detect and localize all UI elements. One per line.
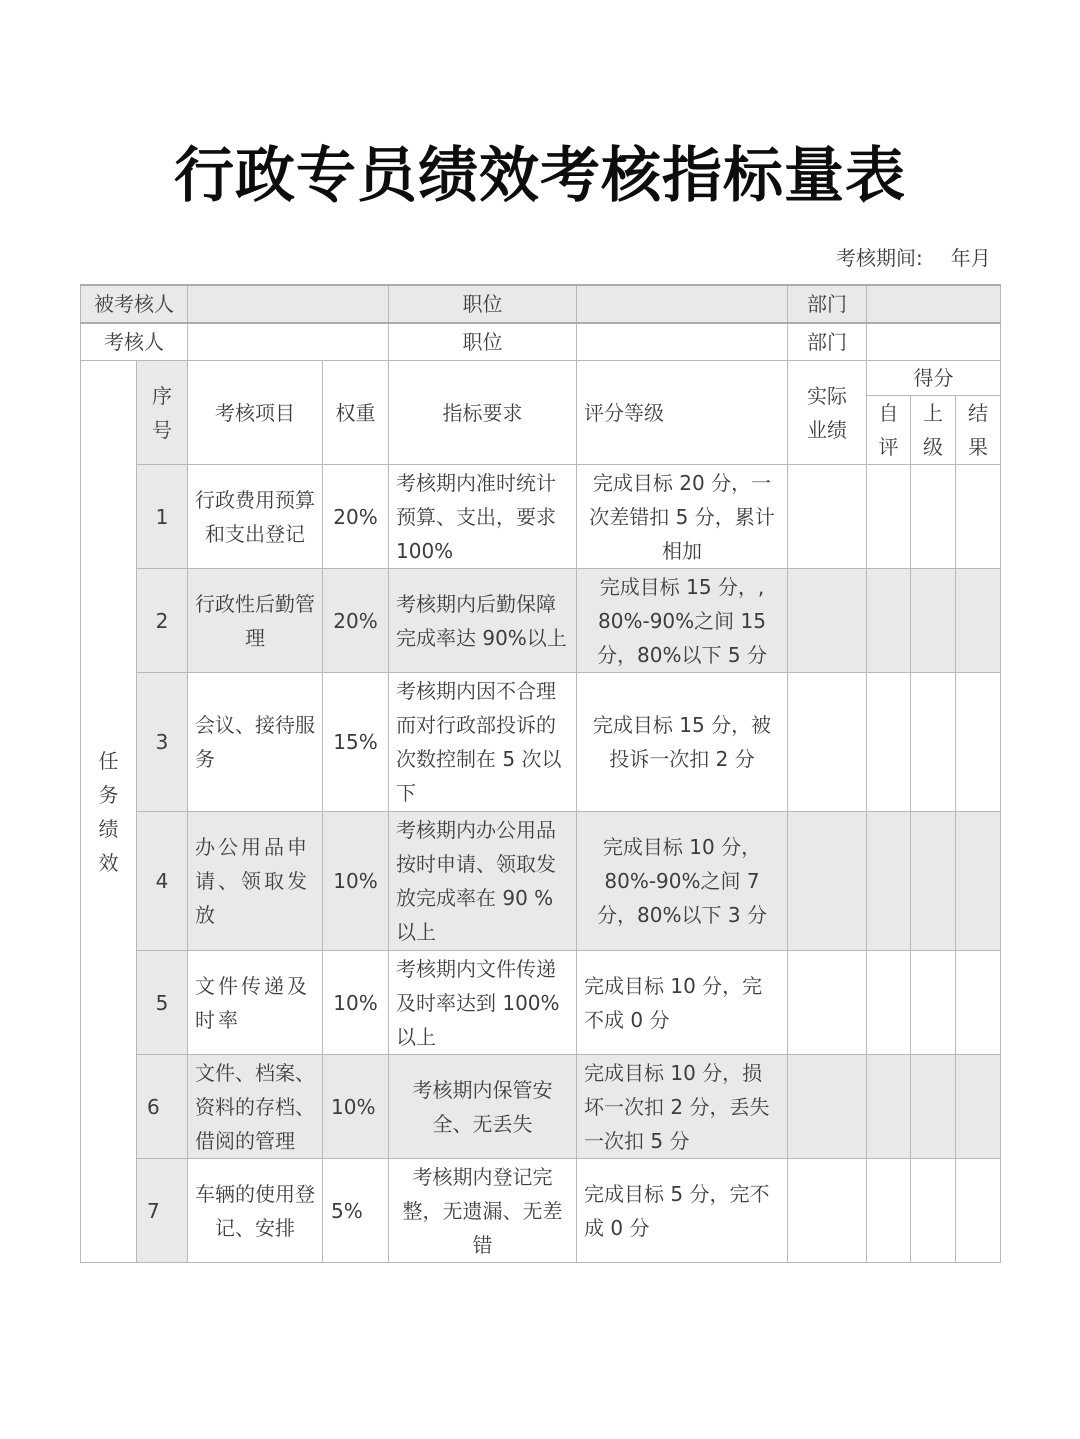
row-requirement: 考核期内后勤保障完成率达 90%以上: [389, 569, 577, 673]
row-weight: 10%: [323, 812, 389, 951]
table-row: [81, 1055, 1001, 1159]
examiner-position-label: 职位: [389, 323, 577, 361]
row-superior-score[interactable]: [911, 673, 956, 812]
row-weight: 10%: [323, 951, 389, 1055]
examinee-position-value[interactable]: [577, 285, 788, 323]
row-actual[interactable]: [788, 951, 867, 1055]
row-result-score[interactable]: [956, 812, 1001, 951]
examiner-value[interactable]: [188, 323, 389, 361]
row-self-score[interactable]: [867, 569, 911, 673]
examinee-department-label: 部门: [788, 285, 867, 323]
row-grading: 完成目标 10 分，80%-90%之间 7 分，80%以下 3 分: [577, 812, 788, 951]
table-row: [81, 951, 1001, 1055]
requirement-header: 指标要求: [389, 361, 577, 465]
row-weight: 20%: [323, 569, 389, 673]
row-seq: 3: [137, 673, 188, 812]
row-seq: 2: [137, 569, 188, 673]
row-actual[interactable]: [788, 1159, 867, 1263]
row-item: 办公用品申请、领取发放: [188, 812, 323, 951]
row-superior-score[interactable]: [911, 812, 956, 951]
row-actual[interactable]: [788, 812, 867, 951]
row-seq: 6: [137, 1055, 188, 1159]
row-item: 车辆的使用登记、安排: [188, 1159, 323, 1263]
examiner-department-label: 部门: [788, 323, 867, 361]
table-row: [81, 569, 1001, 673]
row-result-score[interactable]: [956, 951, 1001, 1055]
result-header-label: 结果: [968, 401, 988, 459]
row-superior-score[interactable]: [911, 1159, 956, 1263]
examiner-position-value[interactable]: [577, 323, 788, 361]
row-requirement: 考核期内办公用品按时申请、领取发放完成率在 90 %以上: [389, 812, 577, 951]
examiner-department-value[interactable]: [867, 323, 1001, 361]
row-item: 文件传递及时率: [188, 951, 323, 1055]
row-weight: 10%: [323, 1055, 389, 1159]
period-label: 考核期间:: [836, 246, 923, 270]
row-superior-score[interactable]: [911, 465, 956, 569]
row-self-score[interactable]: [867, 1159, 911, 1263]
actual-header-label: 实际业绩: [807, 383, 847, 442]
grading-header: 评分等级: [577, 361, 788, 465]
row-requirement: 考核期内因不合理而对行政部投诉的次数控制在 5 次以下: [389, 673, 577, 812]
row-grading: 完成目标 5 分，完不成 0 分: [577, 1159, 788, 1263]
row-superior-score[interactable]: [911, 1055, 956, 1159]
table-row: [81, 812, 1001, 951]
row-result-score[interactable]: [956, 1055, 1001, 1159]
category-cell: [81, 361, 137, 1263]
row-self-score[interactable]: [867, 465, 911, 569]
row-seq: 4: [137, 812, 188, 951]
examinee-value[interactable]: [188, 285, 389, 323]
superior-header-label: 上级: [923, 401, 943, 459]
row-superior-score[interactable]: [911, 569, 956, 673]
examinee-row: [81, 285, 1001, 323]
result-header: [956, 396, 1001, 465]
row-requirement: 考核期内登记完整，无遗漏、无差错: [389, 1159, 577, 1263]
row-seq: 1: [137, 465, 188, 569]
examinee-department-value[interactable]: [867, 285, 1001, 323]
examiner-label: 考核人: [81, 323, 188, 361]
page-title: 行政专员绩效考核指标量表: [174, 141, 906, 211]
row-self-score[interactable]: [867, 951, 911, 1055]
row-item: 文件、档案、资料的存档、借阅的管理: [188, 1055, 323, 1159]
row-item: 会议、接待服务: [188, 673, 323, 812]
row-requirement: 考核期内准时统计预算、支出，要求100%: [389, 465, 577, 569]
assessment-period: [836, 242, 991, 271]
weight-header: 权重: [323, 361, 389, 465]
row-actual[interactable]: [788, 673, 867, 812]
examinee-position-label: 职位: [389, 285, 577, 323]
actual-header: [788, 361, 867, 465]
row-weight: 15%: [323, 673, 389, 812]
row-grading: 完成目标 10 分，完不成 0 分: [577, 951, 788, 1055]
item-header: 考核项目: [188, 361, 323, 465]
row-seq: 5: [137, 951, 188, 1055]
row-result-score[interactable]: [956, 569, 1001, 673]
period-value: 年月: [950, 246, 991, 270]
row-requirement: 考核期内文件传递及时率达到 100%以上: [389, 951, 577, 1055]
row-self-score[interactable]: [867, 1055, 911, 1159]
row-weight: 5%: [323, 1159, 389, 1263]
row-grading: 完成目标 15 分，被投诉一次扣 2 分: [577, 673, 788, 812]
row-actual[interactable]: [788, 569, 867, 673]
seq-header-label: 序号: [152, 383, 172, 442]
seq-header: [137, 361, 188, 465]
row-result-score[interactable]: [956, 673, 1001, 812]
table-row: [81, 673, 1001, 812]
table-row: [81, 465, 1001, 569]
self-header-label: 自评: [878, 401, 899, 459]
row-actual[interactable]: [788, 1055, 867, 1159]
row-result-score[interactable]: [956, 1159, 1001, 1263]
row-superior-score[interactable]: [911, 951, 956, 1055]
row-grading: 完成目标 15 分，, 80%-90%之间 15 分，80%以下 5 分: [577, 569, 788, 673]
kpi-table: [80, 284, 1001, 1263]
row-requirement: 考核期内保管安全、无丢失: [389, 1055, 577, 1159]
table-row: [81, 1159, 1001, 1263]
examiner-row: [81, 323, 1001, 361]
row-weight: 20%: [323, 465, 389, 569]
row-self-score[interactable]: [867, 673, 911, 812]
row-item: 行政费用预算和支出登记: [188, 465, 323, 569]
row-item: 行政性后勤管理: [188, 569, 323, 673]
examinee-label: 被考核人: [81, 285, 188, 323]
row-seq: 7: [137, 1159, 188, 1263]
self-header: [867, 396, 911, 465]
row-result-score[interactable]: [956, 465, 1001, 569]
superior-header: [911, 396, 956, 465]
row-grading: 完成目标 10 分，损坏一次扣 2 分，丢失一次扣 5 分: [577, 1055, 788, 1159]
row-grading: 完成目标 20 分，一次差错扣 5 分，累计相加: [577, 465, 788, 569]
row-self-score[interactable]: [867, 812, 911, 951]
header-row-1: [81, 361, 1001, 396]
score-header: 得分: [867, 361, 1001, 396]
category-label: 任务绩效: [98, 748, 119, 875]
row-actual[interactable]: [788, 465, 867, 569]
